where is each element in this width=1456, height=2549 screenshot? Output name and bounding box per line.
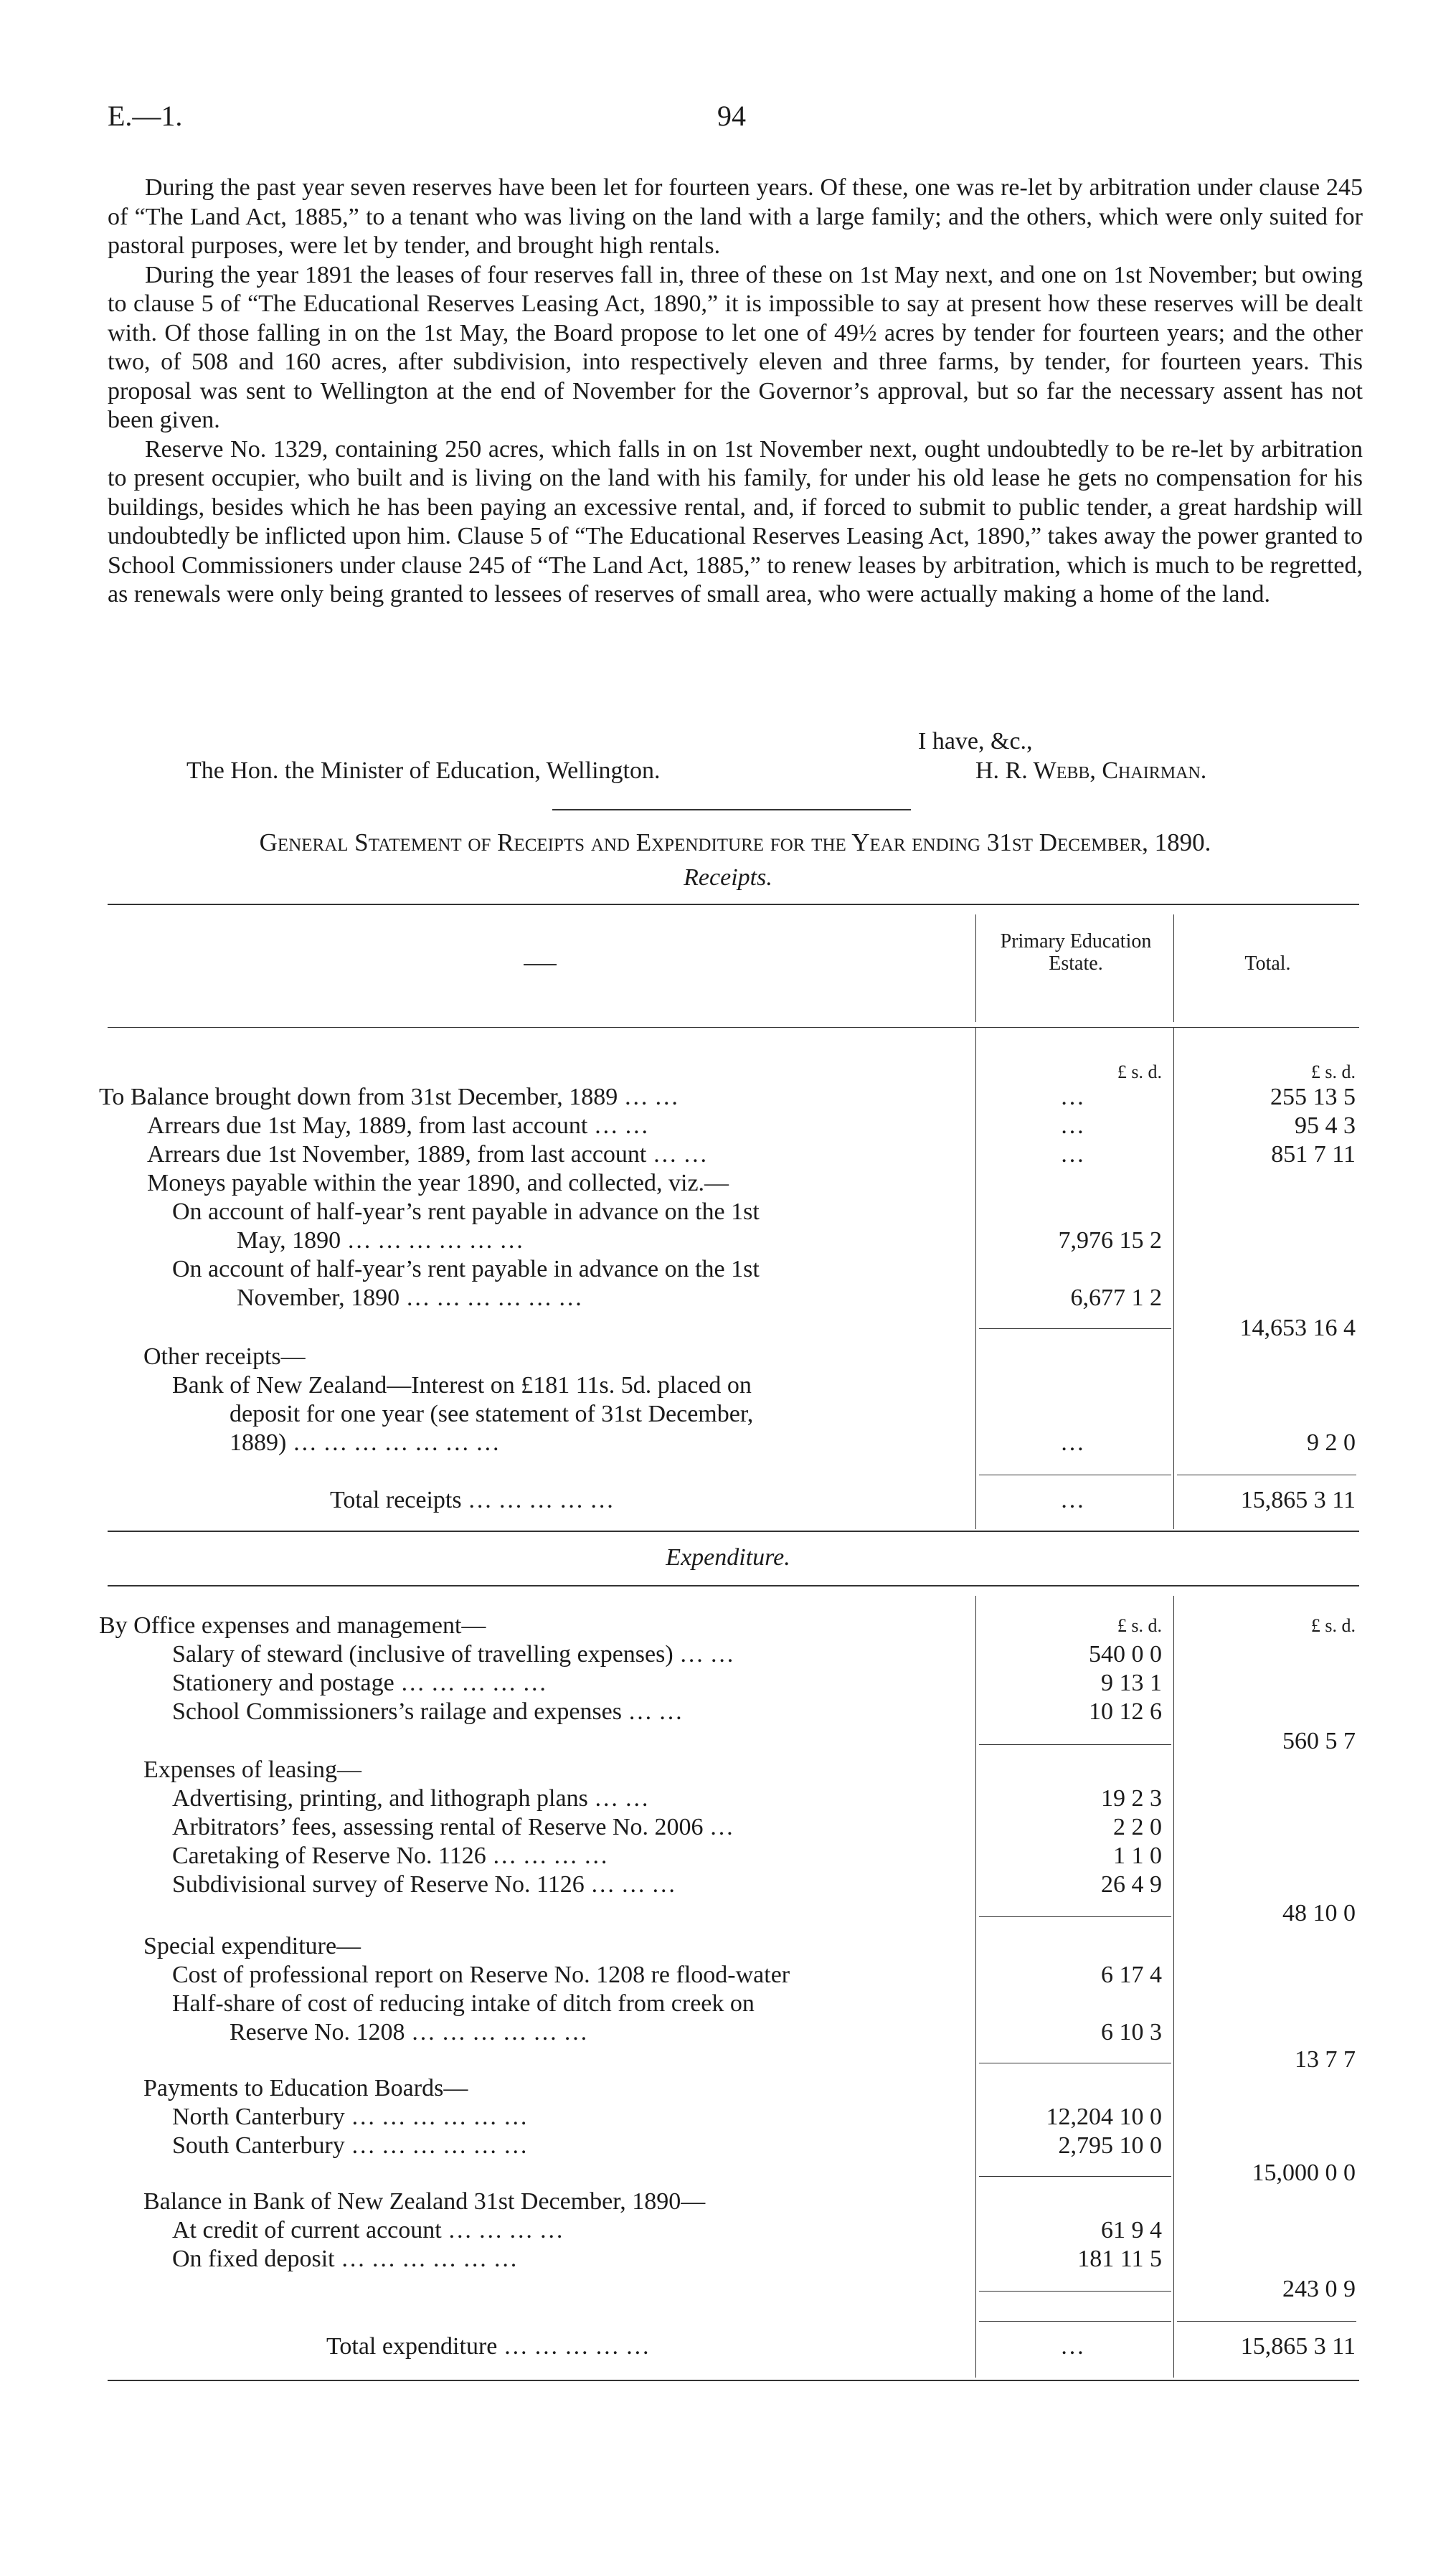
primary-value: 10 12 6: [1089, 1698, 1162, 1725]
table-row-label: Bank of New Zealand—Interest on £181 11s. 5d. placed on: [172, 1372, 752, 1399]
primary-value: 6 17 4: [1101, 1962, 1162, 1988]
addressee: The Hon. the Minister of Education, Wellington.: [186, 757, 661, 784]
table-row-label: Stationery and postage … … … … …: [172, 1670, 547, 1696]
statement-title: General Statement of Receipts and Expenditure for the Year ending 31st December, 1890.: [259, 828, 1211, 856]
table-row-label: Advertising, printing, and lithograph plans … …: [172, 1785, 649, 1812]
table-row-label: Salary of steward (inclusive of travelling expenses) … …: [172, 1641, 734, 1668]
table-row-label: Cost of professional report on Reserve No. 1208 re flood-water: [172, 1962, 790, 1988]
report-reference: E.—1.: [108, 100, 183, 132]
subtotal-rule: [979, 2291, 1171, 2292]
closing-salutation: I have, &c.,: [918, 728, 1033, 755]
primary-value: 1 1 0: [1113, 1843, 1162, 1869]
primary-value: 9 13 1: [1101, 1670, 1162, 1696]
total-value: 851 7 11: [1271, 1141, 1356, 1168]
table-row-label: At credit of current account … … … …: [172, 2217, 564, 2243]
table-row-label: Half-share of cost of reducing intake of ditch from creek on: [172, 1990, 755, 2017]
primary-value: 19 2 3: [1101, 1785, 1162, 1812]
currency-units: £ s. d.: [1117, 1061, 1162, 1082]
primary-value: 2 2 0: [1113, 1814, 1162, 1840]
total-value: 15,000 0 0: [1252, 2160, 1356, 2186]
primary-value: …: [1060, 1487, 1084, 1513]
total-value: 243 0 9: [1282, 2276, 1356, 2302]
page-number: 94: [717, 100, 746, 132]
total-heading: Total.: [1244, 952, 1291, 975]
primary-value: 26 4 9: [1101, 1871, 1162, 1898]
table-row-label: Payments to Education Boards—: [143, 2075, 468, 2101]
primary-value: …: [1060, 1084, 1084, 1110]
primary-value: …: [1060, 2333, 1084, 2360]
total-value: 14,653 16 4: [1239, 1315, 1356, 1341]
primary-value: 540 0 0: [1089, 1641, 1162, 1668]
table-rule: [108, 1027, 1359, 1028]
table-row-label: On account of half-year’s rent payable in advance on the 1st: [172, 1198, 760, 1225]
primary-value: 6 10 3: [1101, 2019, 1162, 2046]
table-row-label: Other receipts—: [143, 1343, 306, 1370]
primary-value: …: [1060, 1141, 1084, 1168]
column-divider: [975, 1027, 976, 1529]
table-row-label: Subdivisional survey of Reserve No. 1126 … … …: [172, 1871, 676, 1898]
table-rule: [108, 2380, 1359, 2381]
table-row-label: Reserve No. 1208 … … … … … …: [230, 2019, 588, 2046]
total-value: 48 10 0: [1282, 1900, 1356, 1926]
table-row-label: On account of half-year’s rent payable in advance on the 1st: [172, 1256, 760, 1282]
table-row-label: To Balance brought down from 31st December, 1889 … …: [99, 1084, 679, 1110]
table-row-label: Arbitrators’ fees, assessing rental of Reserve No. 2006 …: [172, 1814, 734, 1840]
primary-value: 12,204 10 0: [1046, 2104, 1162, 2130]
section-divider: [552, 809, 911, 810]
column-divider: [1173, 1027, 1174, 1529]
subtotal-rule: [979, 2321, 1171, 2322]
total-value: 255 13 5: [1270, 1084, 1356, 1110]
table-row-label: On fixed deposit … … … … … …: [172, 2246, 518, 2272]
signatory: H. R. Webb, Chairman.: [975, 757, 1207, 784]
primary-value: 2,795 10 0: [1058, 2132, 1162, 2159]
paragraph: During the past year seven reserves have been let for fourteen years. Of these, one was re-let by arbitration under clause 245 of “The Land Act, 1885,” to a tenant who was living on the land with a large family; and the others, which were only suited for pastoral purposes, were let by tender, and brought high rentals.: [108, 174, 1363, 259]
table-row-label: 1889) … … … … … … …: [230, 1429, 500, 1456]
table-row-label: Total receipts … … … … …: [330, 1487, 615, 1513]
table-row-label: Arrears due 1st November, 1889, from last account … …: [147, 1141, 708, 1168]
total-value: 13 7 7: [1295, 2046, 1356, 2073]
primary-education-heading: Primary Education Estate.: [1000, 930, 1152, 975]
table-rule: [108, 904, 1359, 905]
blank-column-heading: [524, 964, 557, 965]
receipts-heading: Receipts.: [684, 864, 772, 891]
table-row-label: deposit for one year (see statement of 31st December,: [230, 1401, 754, 1427]
total-value: 15,865 3 11: [1240, 2333, 1356, 2360]
table-row-label: November, 1890 … … … … … …: [237, 1285, 583, 1311]
table-row-label: Balance in Bank of New Zealand 31st December, 1890—: [143, 2188, 706, 2215]
primary-value: 181 11 5: [1077, 2246, 1162, 2272]
table-row-label: South Canterbury … … … … … …: [172, 2132, 528, 2159]
column-divider: [975, 914, 976, 1022]
subtotal-rule: [979, 1916, 1171, 1917]
paragraph: Reserve No. 1329, containing 250 acres, which falls in on 1st November next, ought undoubtedly to be re-let by arbitration to present occupier, who built and is living on the land with his family, for under his old lease he gets no compensation for his buildings, besides which he has been paying an excessive rental, and, if forced to submit to public tender, a great hardship will undoubtedly be inflicted upon him. Clause 5 of “The Educational Reserves Leasing Act, 1890,” takes away the power granted to School Commissioners under clause 245 of “The Land Act, 1885,” to renew leases by arbitration, which is much to be regretted, as renewals were only being granted to lessees of reserves of small area, who were actually making a home of the land.: [108, 435, 1363, 607]
primary-value: …: [1060, 1112, 1084, 1139]
primary-value: 6,677 1 2: [1070, 1285, 1162, 1311]
primary-value: 61 9 4: [1101, 2217, 1162, 2243]
currency-units: £ s. d.: [1310, 1615, 1356, 1636]
column-divider: [1173, 1596, 1174, 2378]
prose-body: [108, 174, 1363, 610]
table-row-label: School Commissioners’s railage and expenses … …: [172, 1698, 684, 1725]
table-row-label: Total expenditure … … … … …: [326, 2333, 650, 2360]
table-row-label: Special expenditure—: [143, 1933, 361, 1959]
subtotal-rule: [979, 1744, 1171, 1745]
table-row-label: Arrears due 1st May, 1889, from last account … …: [147, 1112, 649, 1139]
table-row-label: May, 1890 … … … … … …: [237, 1227, 524, 1254]
table-row-label: Moneys payable within the year 1890, and collected, viz.—: [147, 1170, 729, 1196]
currency-units: £ s. d.: [1310, 1061, 1356, 1082]
table-rule: [108, 1585, 1359, 1586]
column-divider: [1173, 914, 1174, 1022]
subtotal-rule: [1177, 2321, 1356, 2322]
table-row-label: North Canterbury … … … … … …: [172, 2104, 528, 2130]
table-rule: [108, 1531, 1359, 1532]
total-value: 95 4 3: [1295, 1112, 1356, 1139]
table-row-label: By Office expenses and management—: [99, 1612, 486, 1639]
total-value: 560 5 7: [1282, 1728, 1356, 1754]
table-row-label: Expenses of leasing—: [143, 1756, 362, 1783]
primary-value: 7,976 15 2: [1058, 1227, 1162, 1254]
currency-units: £ s. d.: [1117, 1615, 1162, 1636]
column-divider: [975, 1596, 976, 2378]
total-value: 15,865 3 11: [1240, 1487, 1356, 1513]
subtotal-rule: [979, 2176, 1171, 2177]
total-value: 9 2 0: [1307, 1429, 1356, 1456]
expenditure-heading: Expenditure.: [666, 1544, 790, 1571]
table-row-label: Caretaking of Reserve No. 1126 … … … …: [172, 1843, 608, 1869]
subtotal-rule: [979, 1328, 1171, 1329]
primary-value: …: [1060, 1429, 1084, 1456]
paragraph: During the year 1891 the leases of four reserves fall in, three of these on 1st May next, and one on 1st November; but owing to clause 5 of “The Educational Reserves Leasing Act, 1890,” it is impossible to say at present how these reserves will be dealt with. Of those falling in on the 1st May, the Board propose to let one of 49½ acres by tender for fourteen years; and the other two, of 508 and 160 acres, after subdivision, into respectively eleven and three farms, by tender, for fourteen years. This proposal was sent to Wellington at the end of November for the Governor’s approval, but so far the necessary assent has not been given.: [108, 261, 1363, 433]
